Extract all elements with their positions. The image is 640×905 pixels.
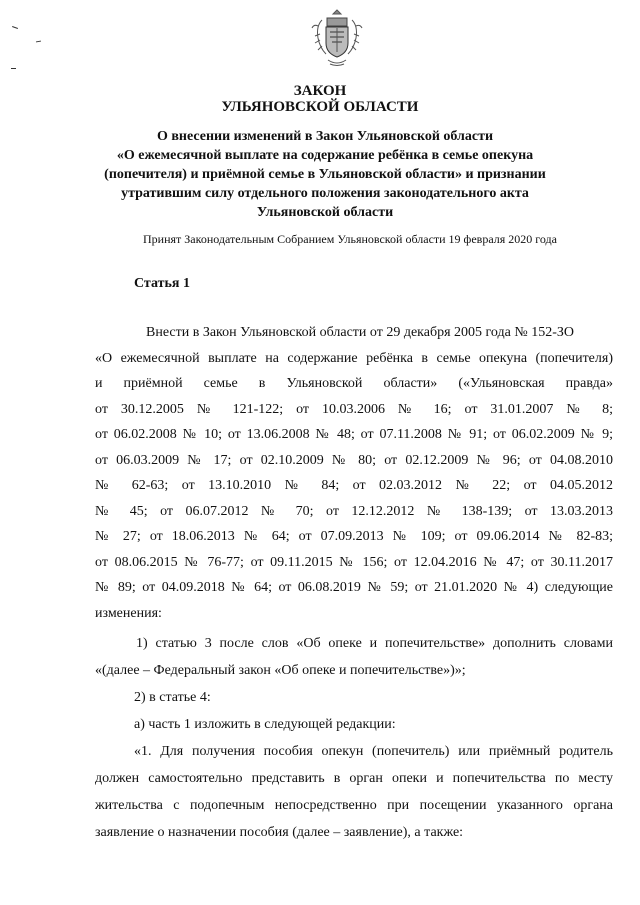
coat-of-arms-emblem (310, 6, 364, 68)
subject-line: «О ежемесячной выплате на содержание ребёнка в семье опекуна (116, 148, 534, 163)
article-title: Статья 1 (134, 276, 190, 291)
body-line: «1. Для получения пособия опекун (попечитель) или приёмный родитель (134, 744, 613, 759)
body-line: от 30.12.2005 № 121-122; от 10.03.2006 № 16; от 31.01.2007 № 8; (95, 401, 613, 417)
body-line: 2) в статье 4: (134, 690, 211, 705)
body-line: № 62-63; от 13.10.2010 № 84; от 02.03.2012 № 22; от 04.05.2012 (95, 478, 613, 493)
subject-line: О внесении изменений в Закон Ульяновской области (156, 129, 494, 144)
body-line: «(далее – Федеральный закон «Об опеке и попечительстве»)»; (95, 663, 466, 678)
subject-line: (попечителя) и приёмной семье в Ульяновской области» и признании (104, 167, 546, 182)
region-title: УЛЬЯНОВСКОЙ ОБЛАСТИ (221, 99, 419, 115)
subject-line: утратившим силу отдельного положения законодательного акта (121, 186, 529, 201)
body-line: № 89; от 04.09.2018 № 64; от 06.08.2019 № 59; от 21.01.2020 № 4) следующие (95, 580, 613, 595)
body-line: заявление о назначении пособия (далее – заявление), а также: (95, 825, 464, 840)
body-line: № 27; от 18.06.2013 № 64; от 07.09.2013 № 109; от 09.06.2014 № 82-83; (95, 529, 613, 544)
body-line: Внести в Закон Ульяновской области от 29 декабря 2005 года № 152-ЗО (146, 325, 575, 340)
body-line: от 08.06.2015 № 76-77; от 09.11.2015 № 156; от 12.04.2016 № 47; от 30.11.2017 (95, 554, 613, 570)
margin-mark (36, 41, 41, 43)
body-line: «О ежемесячной выплате на содержание ребёнка в семье опекуна (попечителя) (95, 350, 613, 366)
body-line: и приёмной семье в Ульяновской области» («Ульяновская правда» (95, 376, 613, 391)
body-line: изменения: (95, 605, 162, 621)
body-line: от 06.02.2008 № 10; от 13.06.2008 № 48; от 07.11.2008 № 91; от 06.02.2009 № 9; (95, 427, 613, 442)
body-line: жительства с подопечным непосредственно при посещении указанного органа (95, 798, 613, 813)
law-title: ЗАКОН (293, 83, 347, 99)
body-line: от 06.03.2009 № 17; от 02.10.2009 № 80; от 02.12.2009 № 96; от 04.08.2010 (95, 452, 613, 468)
subject-line: Ульяновской области (256, 205, 394, 220)
body-line: а) часть 1 изложить в следующей редакции: (134, 717, 396, 732)
margin-mark (11, 68, 16, 69)
body-line: 1) статью 3 после слов «Об опеке и попечительстве» дополнить словами (136, 636, 613, 651)
adoption-note: Принят Законодательным Собранием Ульяновской области 19 февраля 2020 года (143, 232, 557, 246)
body-line: должен самостоятельно представить в орган опеки и попечительства по месту (95, 771, 613, 786)
margin-mark (12, 26, 18, 29)
body-line: № 45; от 06.07.2012 № 70; от 12.12.2012 № 138-139; от 13.03.2013 (95, 503, 613, 519)
